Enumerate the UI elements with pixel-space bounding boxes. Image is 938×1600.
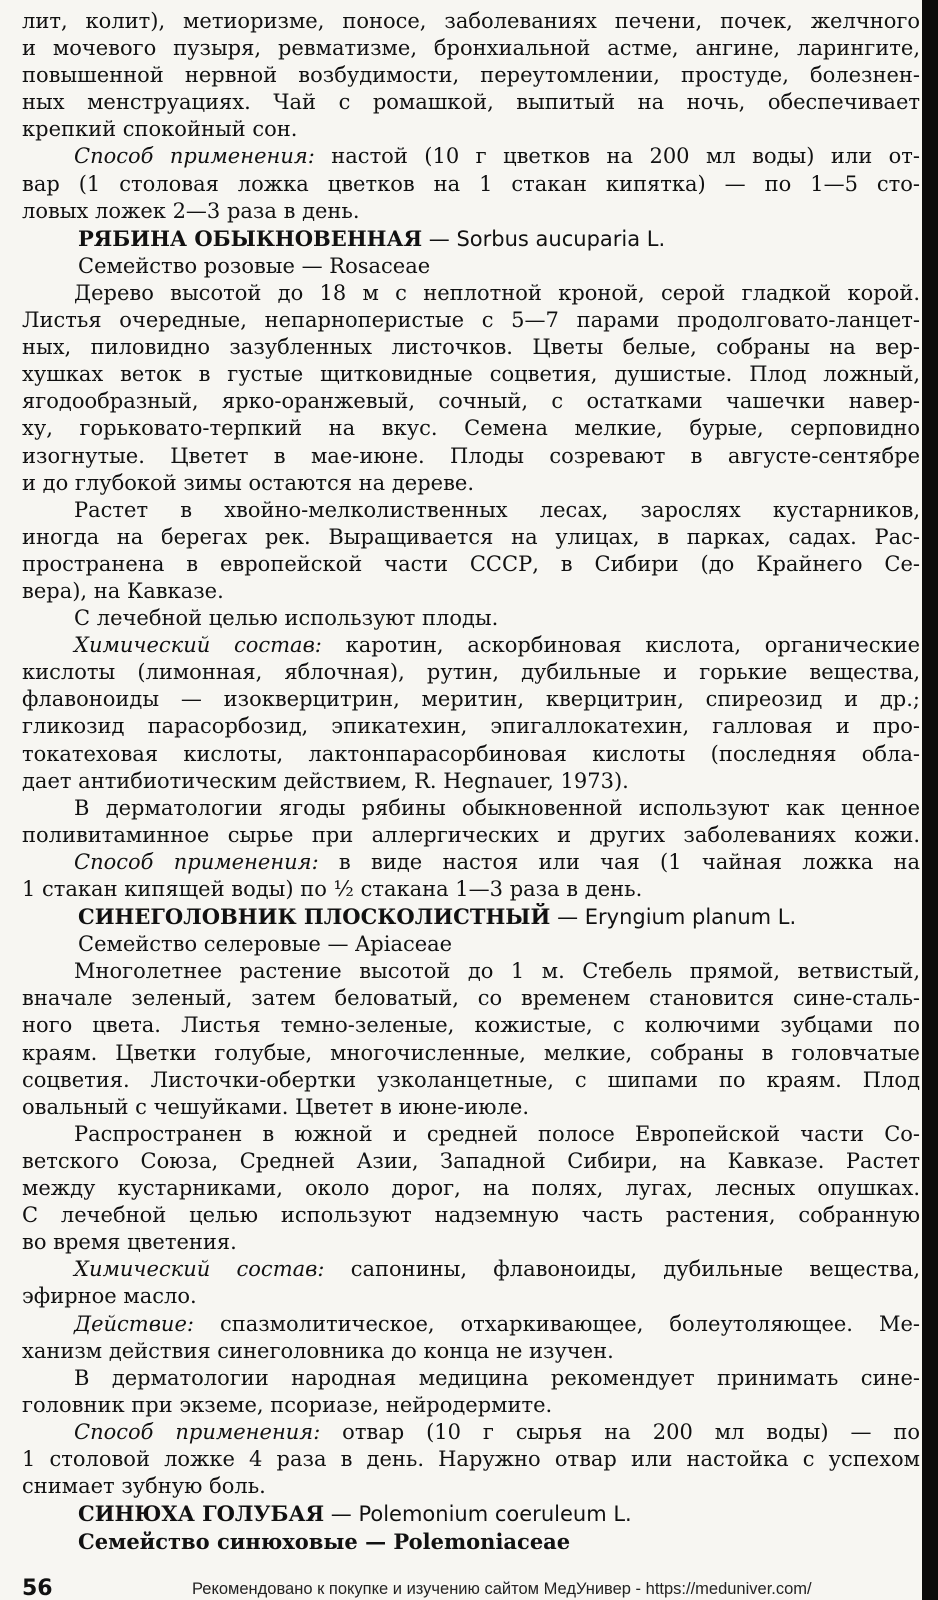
text-line: головник при экземе, псориазе, нейродермите. — [22, 1392, 553, 1417]
text-line: ху, горьковато-терпкий на вкус. Семена мелкие, бурые, серповидно — [22, 416, 920, 441]
text-line: краям. Цветки голубые, многочисленные, мелкие, собраны в головчатые — [22, 1040, 920, 1065]
text-line — [22, 1256, 920, 1283]
plant-name: РЯБИНА ОБЫКНОВЕННАЯ — [78, 225, 423, 251]
text-line — [22, 143, 920, 170]
text-line: В дерматологии ягоды рябины обыкновенной используют как ценное — [74, 795, 920, 820]
plant-heading — [22, 225, 920, 253]
text-line: снимает зубную боль. — [22, 1474, 266, 1499]
text-line: иногда на берегах рек. Выращивается на улицах, в парках, садах. Рас- — [22, 524, 920, 549]
text-line: Дерево высотой до 18 м с неплотной кроной, серой гладкой корой. — [74, 280, 920, 305]
text-line: ханизм действия синеголовника до конца не изучен. — [22, 1338, 614, 1363]
plant-name: СИНЮХА ГОЛУБАЯ — [78, 1501, 325, 1527]
book-spine-shadow — [922, 0, 938, 1600]
text-run: спазмолитическое, отхаркивающее, болеутоляющее. Ме- — [193, 1311, 920, 1336]
text-line: между кустарниками, около дорог, на полях, лугах, лесных опушках. — [22, 1176, 920, 1201]
text-line: повышенной нервной возбудимости, переутомлении, простуде, болезнен- — [22, 63, 920, 88]
latin-name: — Sorbus aucuparia L. — [422, 226, 666, 251]
text-line: В дерматологии народная медицина рекомендует принимать сине- — [74, 1365, 920, 1390]
italic-term: Способ применения: — [74, 1419, 321, 1444]
text-run: в виде настоя или чая (1 чайная ложка на — [318, 849, 920, 874]
text-line: С лечебной целью используют надземную часть растения, собранную — [22, 1203, 920, 1228]
plant-heading — [22, 1500, 920, 1528]
text-run: настой (10 г цветков на 200 мл воды) или от- — [314, 144, 920, 169]
plant-name: СИНЕГОЛОВНИК ПЛОСКОЛИСТНЫЙ — [78, 904, 551, 930]
family-line: Семейство розовые — Rosaceae — [78, 253, 431, 278]
text-line: пространена в европейской части СССР, в Сибири (до Крайнего Се- — [22, 551, 920, 576]
text-line: и до глубокой зимы остаются на дереве. — [22, 470, 474, 495]
text-line: лит, колит), метиоризме, поносе, заболеваниях печени, почек, желчного — [22, 9, 920, 33]
text-line — [22, 1419, 920, 1446]
family-line: Семейство селеровые — Apiaceae — [78, 932, 453, 957]
text-line: ветского Союза, Средней Азии, Западной Сибири, на Кавказе. Растет — [22, 1148, 920, 1173]
text-line: Растет в хвойно-мелколиственных лесах, зарослях кустарников, — [74, 497, 920, 522]
text-line: вар (1 столовая ложка цветков на 1 стакан кипятка) — по 1—5 сто- — [22, 171, 920, 196]
text-line: ных менструациях. Чай с ромашкой, выпитый на ночь, обеспечивает — [22, 90, 920, 115]
text-line — [22, 1311, 920, 1338]
italic-term: Химический состав: — [74, 1257, 325, 1282]
text-line: ловых ложек 2—3 раза в день. — [22, 198, 360, 223]
latin-name: — Eryngium planum L. — [550, 905, 797, 930]
text-line: Распространен в южной и средней полосе Европейской части Со- — [74, 1121, 920, 1146]
page-footer — [0, 1576, 938, 1600]
text-line: ных, пиловидно зазубленных листочков. Цветы белые, собраны на вер- — [22, 335, 920, 360]
text-line: гликозид парасорбозид, эпикатехин, эпигаллокатехин, галловая и про- — [22, 714, 920, 739]
text-line: вначале зеленый, затем беловатый, со временем становится сине-сталь- — [22, 986, 920, 1011]
text-line: соцветия. Листочки-обертки узколанцетные, с шипами по краям. Плод — [22, 1067, 920, 1092]
text-line: 1 стакан кипящей воды) по ½ стакана 1—3 раза в день. — [22, 877, 643, 901]
plant-heading — [22, 903, 920, 931]
latin-name: — Polemonium coeruleum L. — [324, 1502, 632, 1527]
italic-term: Действие: — [74, 1311, 194, 1336]
text-run: сапонины, флавоноиды, дубильные вещества, — [324, 1257, 920, 1282]
italic-term: Химический состав: — [74, 633, 322, 658]
text-line: кислоты (лимонная, яблочная), рутин, дубильные и горькие вещества, — [22, 660, 920, 685]
text-line: крепкий спокойный сон. — [22, 117, 298, 142]
text-line: изогнутые. Цветет в мае-июне. Плоды созревают в августе-сентябре — [22, 443, 920, 468]
text-line: хушках веток в густые щитковидные соцветия, душистые. Плод ложный, — [22, 362, 920, 387]
text-line — [22, 849, 920, 876]
family-line: Семейство синюховые — Polemoniaceae — [78, 1529, 571, 1555]
text-line — [22, 632, 920, 659]
text-line: поливитаминное сырье при аллергических и других заболеваниях кожи. — [22, 822, 920, 847]
page-body-text — [22, 8, 920, 1555]
text-line: токатеховая кислоты, лактонпарасорбиновая кислоты (последняя обла- — [22, 741, 920, 766]
italic-term: Способ применения: — [74, 849, 319, 874]
page-number: 56 — [22, 1576, 53, 1600]
text-line: эфирное масло. — [22, 1284, 197, 1309]
text-line: вера), на Кавказе. — [22, 578, 224, 603]
text-line: и мочевого пузыря, ревматизме, бронхиальной астме, ангине, ларингите, — [22, 36, 920, 61]
text-line: Многолетнее растение высотой до 1 м. Стебель прямой, ветвистый, — [74, 959, 920, 984]
text-line: дает антибиотическим действием, R. Hegnauer, 1973). — [22, 768, 629, 793]
text-line: флавоноиды — изокверцитрин, меритин, кверцитрин, спиреозид и др.; — [22, 687, 920, 712]
credit-watermark: Рекомендовано к покупке и изучению сайтом МедУнивер - https://meduniver.com/ — [192, 1580, 812, 1598]
text-line: во время цветения. — [22, 1230, 237, 1255]
italic-term: Способ применения: — [74, 144, 315, 169]
text-line: ягодообразный, ярко-оранжевый, сочный, с остатками чашечки навер- — [22, 389, 920, 414]
text-run: отвар (10 г сырья на 200 мл воды) — по — [320, 1419, 920, 1444]
text-run: каротин, аскорбиновая кислота, органические — [321, 633, 920, 658]
text-line: С лечебной целью используют плоды. — [74, 606, 499, 631]
text-line: ного цвета. Листья темно-зеленые, кожистые, с колючими зубцами по — [22, 1013, 920, 1038]
text-line: овальный с чешуйками. Цветет в июне-июле. — [22, 1094, 530, 1119]
text-line: 1 столовой ложке 4 раза в день. Наружно отвар или настойка с успехом — [22, 1446, 920, 1471]
text-line: Листья очередные, непарноперистые с 5—7 парами продолговато-ланцет- — [22, 308, 920, 333]
